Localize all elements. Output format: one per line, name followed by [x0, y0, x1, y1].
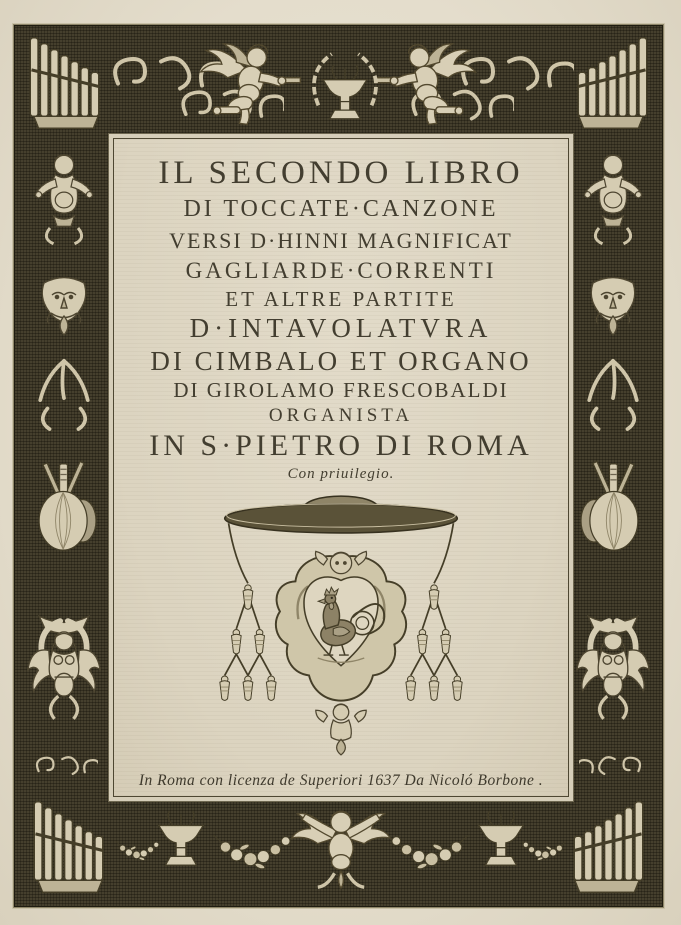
- organ-pipes-icon: [22, 33, 110, 133]
- harpy-caryatid-icon: [26, 585, 102, 735]
- title-line-6: D·INTAVOLATVRA: [189, 313, 493, 343]
- grotesque-mask-icon: [34, 263, 94, 345]
- cherub-bust-icon: [578, 141, 648, 259]
- fruit-garland-icon: [210, 825, 296, 883]
- title-line-10: IN S·PIETRO DI ROMA: [149, 429, 533, 462]
- title-panel: [113, 138, 569, 797]
- putto-icon: [192, 41, 304, 133]
- title-line-2: DI TOCCATE·CANZONE: [183, 196, 499, 222]
- title-block: [114, 139, 568, 484]
- scrollwork-icon: [579, 733, 645, 795]
- fruit-garland-icon: [386, 825, 472, 883]
- harpy-caryatid-icon: [575, 585, 651, 735]
- fruit-garland-icon: [520, 823, 568, 881]
- lute-trophy-icon: [24, 437, 104, 585]
- scrollwork-icon: [32, 733, 98, 795]
- title-line-7: DI CIMBALO ET ORGANO: [150, 346, 532, 376]
- cherub-bust-icon: [29, 141, 99, 259]
- title-line-8: DI GIROLAMO FRESCOBALDI: [173, 378, 509, 402]
- organ-pipes-icon: [563, 797, 651, 897]
- title-line-4: GAGLIARDE·CORRENTI: [185, 258, 497, 283]
- putto-finial-icon: [316, 704, 366, 755]
- organ-pipes-icon: [26, 797, 114, 897]
- title-line-9: ORGANISTA: [268, 405, 414, 426]
- lute-trophy-icon: [573, 437, 653, 585]
- putto-icon: [290, 803, 392, 899]
- palmette-icon: [33, 347, 95, 443]
- organ-pipes-icon: [567, 33, 655, 133]
- coat-of-arms: [215, 491, 467, 764]
- engraved-border-frame: [14, 25, 663, 907]
- galero-hat-icon: [225, 496, 458, 533]
- title-line-3: VERSI D·HINNI MAGNIFICAT: [169, 228, 513, 253]
- title-line-1: IL SECONDO LIBRO: [158, 155, 524, 191]
- grotesque-mask-icon: [583, 263, 643, 345]
- imprint-line: In Roma con licenza de Superiori 1637 Da Nicoló Borbone .: [138, 772, 544, 789]
- urn-icon: [152, 803, 210, 875]
- privilege-note: Con priuilegio.: [287, 466, 395, 482]
- laurel-wreath-urn-icon: [295, 37, 395, 132]
- title-line-5: ET ALTRE PARTITE: [225, 287, 457, 311]
- palmette-icon: [582, 347, 644, 443]
